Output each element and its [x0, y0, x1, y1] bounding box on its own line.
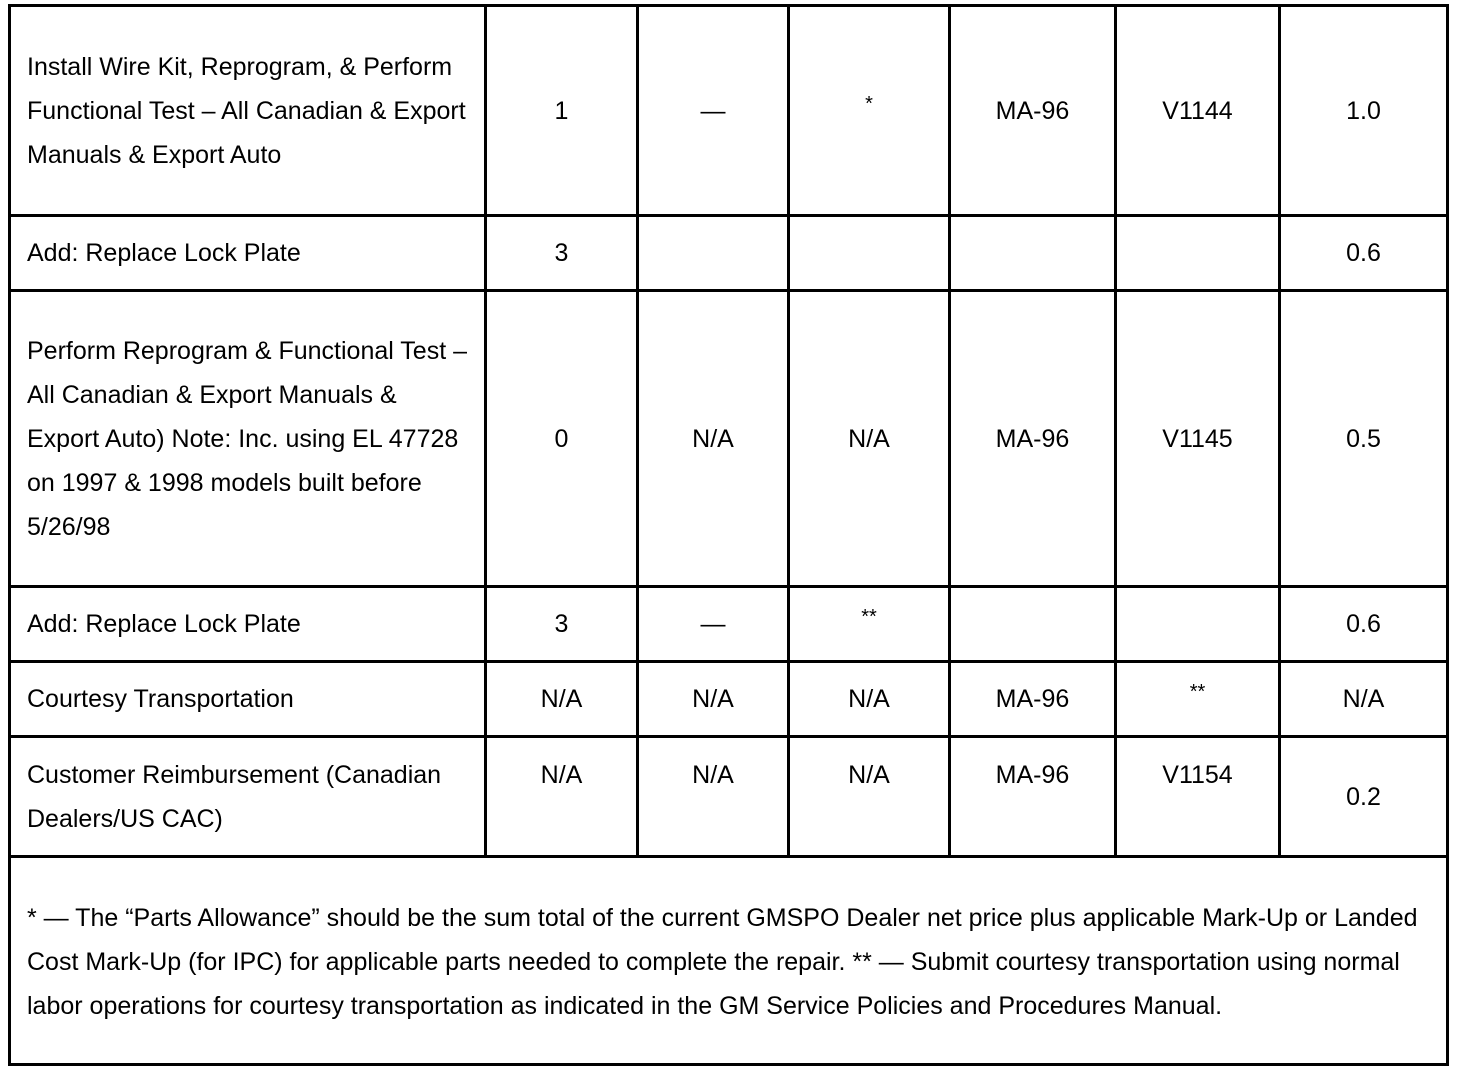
- count-cell: 3: [486, 587, 638, 662]
- trouble-code-cell: [950, 587, 1116, 662]
- double-asterisk-mark: **: [1189, 681, 1206, 703]
- labor-time-cell: 1.0: [1280, 6, 1448, 216]
- trouble-code-cell: MA-96: [950, 662, 1116, 737]
- description-cell: Add: Replace Lock Plate: [10, 216, 486, 291]
- trouble-code-cell: MA-96: [950, 6, 1116, 216]
- description-cell: Add: Replace Lock Plate: [10, 587, 486, 662]
- footnote-row: [10, 857, 1448, 1065]
- parts-allowance-cell: N/A: [789, 291, 950, 587]
- labor-time-cell: 0.2: [1280, 737, 1448, 857]
- labor-time-cell: 0.6: [1280, 587, 1448, 662]
- trouble-code-cell: [950, 216, 1116, 291]
- labor-operations-table: [8, 4, 1449, 1066]
- labor-op-cell: [1116, 587, 1280, 662]
- trouble-code-cell: [950, 737, 1116, 857]
- labor-op-cell: [1116, 737, 1280, 857]
- table-row: [10, 662, 1448, 737]
- dash-text: N/A: [692, 761, 734, 789]
- parts-allowance-cell: N/A: [789, 662, 950, 737]
- dash-cell: [638, 737, 789, 857]
- labor-op-cell: V1144: [1116, 6, 1280, 216]
- parts-allowance-cell: [789, 737, 950, 857]
- count-text: N/A: [540, 761, 583, 789]
- description-cell: Install Wire Kit, Reprogram, & Perform Functional Test – All Canadian & Export Manuals & Export Auto: [10, 6, 486, 216]
- count-cell: 1: [486, 6, 638, 216]
- labor-op-cell: [1116, 216, 1280, 291]
- parts-allowance-text: N/A: [848, 761, 890, 789]
- double-asterisk-mark: **: [861, 606, 877, 628]
- trouble-code-text: MA-96: [995, 761, 1070, 789]
- dash-cell: N/A: [638, 291, 789, 587]
- dash-cell: —: [638, 587, 789, 662]
- labor-op-text: V1154: [1162, 761, 1233, 789]
- labor-time-cell: N/A: [1280, 662, 1448, 737]
- labor-op-cell: V1145: [1116, 291, 1280, 587]
- trouble-code-cell: MA-96: [950, 291, 1116, 587]
- count-cell: [486, 737, 638, 857]
- description-cell: Perform Reprogram & Functional Test – All Canadian & Export Manuals & Export Auto) Note: Inc. using EL 47728 on 1997 & 1998 models built before 5/26/98: [10, 291, 486, 587]
- parts-allowance-cell: [789, 587, 950, 662]
- labor-op-cell: [1116, 662, 1280, 737]
- description-cell: Customer Reimbursement (Canadian Dealers/US CAC): [10, 737, 486, 857]
- count-cell: 3: [486, 216, 638, 291]
- count-cell: 0: [486, 291, 638, 587]
- labor-time-cell: 0.5: [1280, 291, 1448, 587]
- table-row: [10, 291, 1448, 587]
- dash-cell: N/A: [638, 662, 789, 737]
- dash-cell: —: [638, 6, 789, 216]
- asterisk-mark: *: [865, 92, 873, 115]
- count-cell: N/A: [486, 662, 638, 737]
- parts-allowance-cell: [789, 6, 950, 216]
- parts-allowance-cell: [789, 216, 950, 291]
- table-row: [10, 587, 1448, 662]
- table-row: [10, 737, 1448, 857]
- table-row: [10, 6, 1448, 216]
- table-row: [10, 216, 1448, 291]
- labor-time-cell: 0.6: [1280, 216, 1448, 291]
- footnote-text: * — The “Parts Allowance” should be the sum total of the current GMSPO Dealer net price plus applicable Mark-Up or Landed Cost Mark-Up (for IPC) for applicable parts needed to complete the repair. ** — Submit courtesy transportation using normal labor operations for courtesy transportation as indicated in the GM Service Policies and Procedures Manual.: [10, 857, 1448, 1065]
- description-cell: Courtesy Transportation: [10, 662, 486, 737]
- dash-cell: [638, 216, 789, 291]
